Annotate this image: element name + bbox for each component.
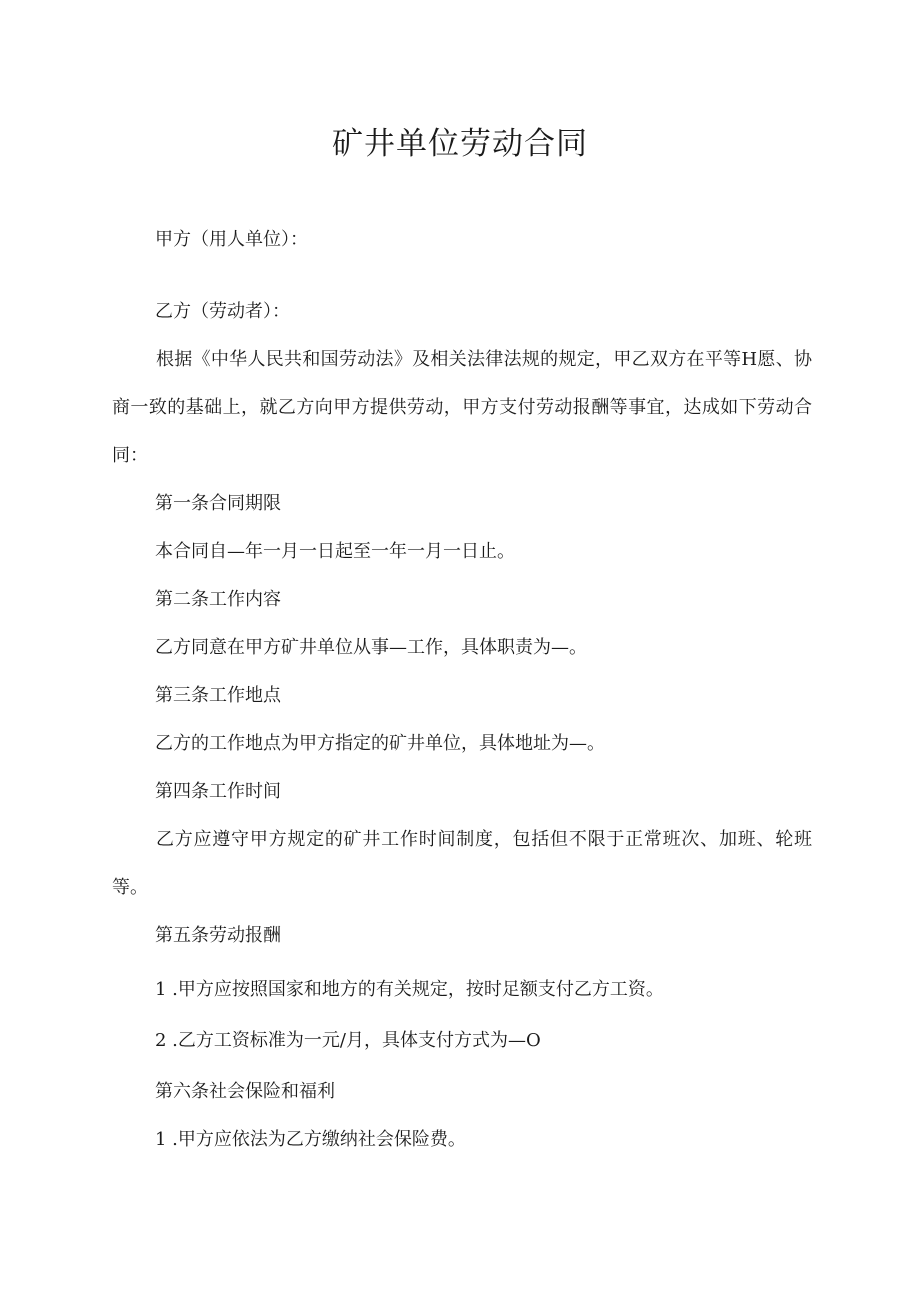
article-2-body: 乙方同意在甲方矿井单位从事—工作，具体职责为—。: [155, 637, 587, 658]
article-5-heading: 第五条劳动报酬: [155, 925, 281, 946]
article-3-body: 乙方的工作地点为甲方指定的矿井单位，具体地址为—。: [155, 733, 605, 754]
party-a-line: 甲方（用人单位）：: [155, 229, 308, 250]
article-5-item-2: 2 .乙方工资标准为一元/月，具体支付方式为—O: [155, 1030, 541, 1051]
article-4-heading: 第四条工作时间: [155, 781, 281, 802]
article-4-body: 乙方应遵守甲方规定的矿井工作时间制度，包括但不限于正常班次、加班、轮班等。: [112, 829, 812, 898]
article-1-body: 本合同自—年一月一日起至一年一月一日止。: [155, 541, 515, 562]
preamble-paragraph: 根据《中华人民共和国劳动法》及相关法律法规的规定，甲乙双方在平等H愿、协商一致的基础上，就乙方向甲方提供劳动，甲方支付劳动报酬等事宜，达成如下劳动合同：: [112, 349, 812, 466]
article-2-heading: 第二条工作内容: [155, 589, 281, 610]
article-6-item-1: 1 .甲方应依法为乙方缴纳社会保险费。: [155, 1129, 466, 1150]
document-title: 矿井单位劳动合同: [332, 126, 588, 162]
party-b-line: 乙方（劳动者）：: [155, 301, 290, 322]
article-3-heading: 第三条工作地点: [155, 685, 281, 706]
article-6-heading: 第六条社会保险和福利: [155, 1081, 335, 1102]
article-1-heading: 第一条合同期限: [155, 493, 281, 514]
article-5-item-1: 1 .甲方应按照国家和地方的有关规定，按时足额支付乙方工资。: [155, 979, 664, 1000]
